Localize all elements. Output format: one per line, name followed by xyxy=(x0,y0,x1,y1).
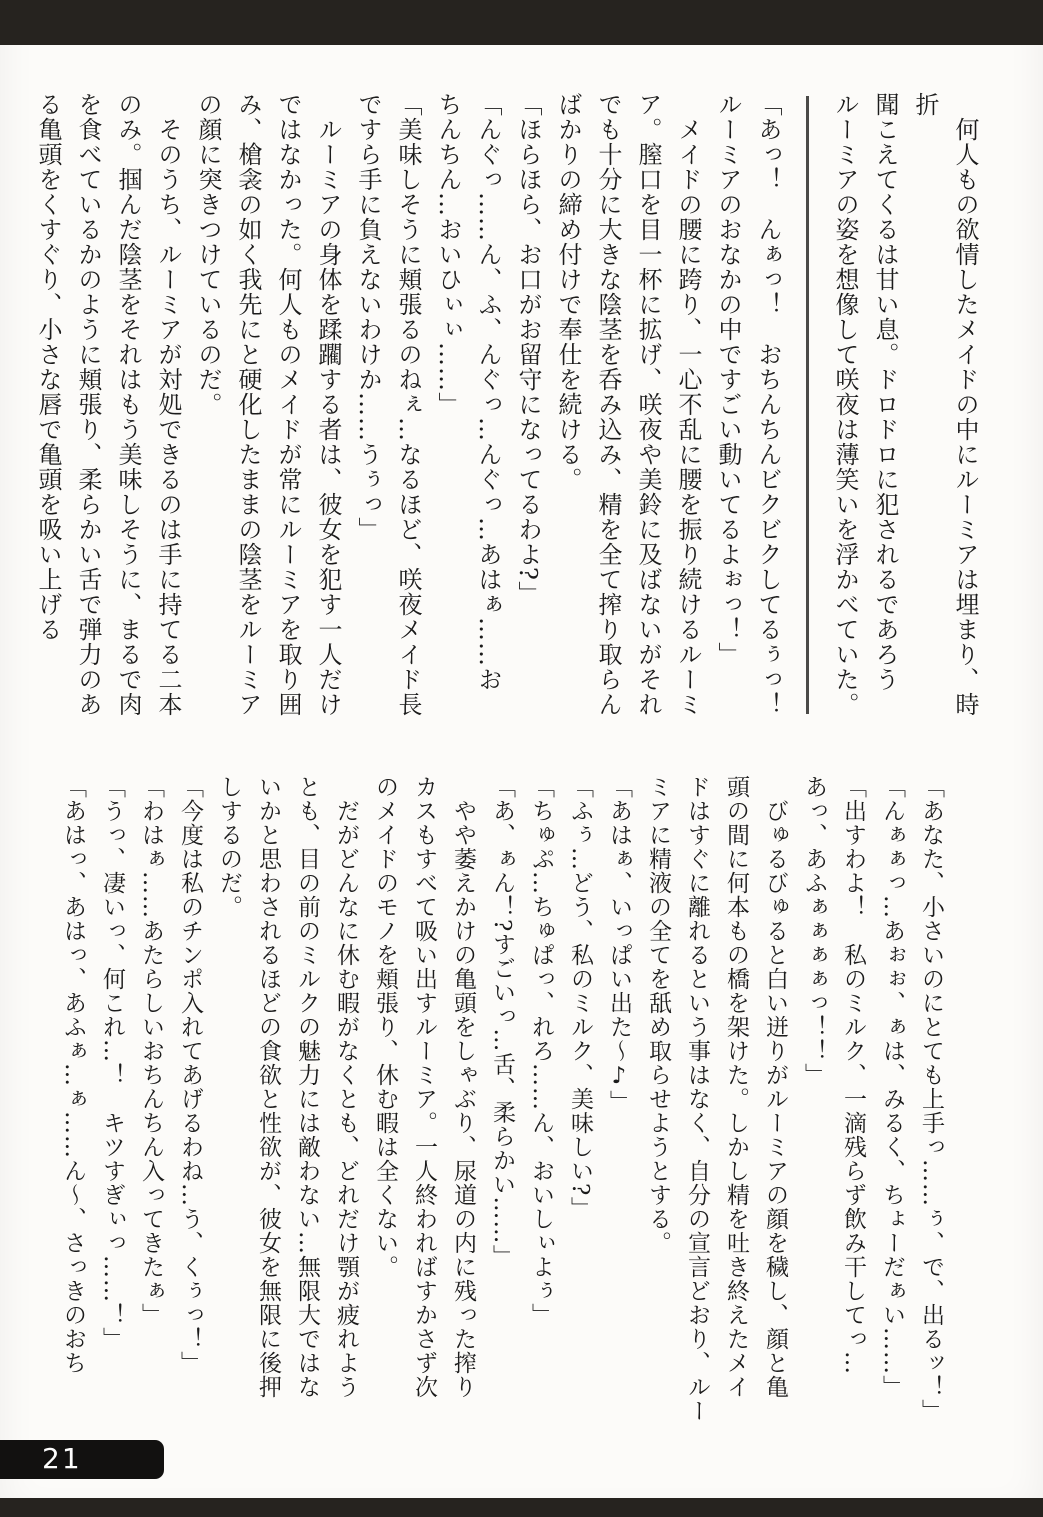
text-column: そのうち、ルーミアが対処できるのは手に持てる二本 xyxy=(154,92,182,717)
text-column: あっ、あふぁぁぁぁっ！！」 xyxy=(801,775,827,1087)
text-column: ドはすぐに離れるという事はなく、自分の宣言どおり、ルー xyxy=(684,775,710,1423)
text-column: のメイドのモノを頬張り、休む暇は全くない。 xyxy=(372,775,398,1279)
text-column: 何人もの欲情したメイドの中にルーミアは埋まり、時折 xyxy=(911,92,979,717)
text-column: とも、目の前のミルクの魅力には敵わない…無限大ではな xyxy=(294,775,320,1399)
text-column: 「ほらほら、お口がお留守になってるわよ?」 xyxy=(514,92,542,606)
text-column: でも十分に大きな陰茎を呑み込み、精を全て搾り取らん xyxy=(594,92,622,717)
text-column: 「あはぁ、いっぱい出た～♪」 xyxy=(606,775,632,1114)
text-column: ばかりの締め付けで奉仕を続ける。 xyxy=(554,92,582,492)
text-column: み、槍衾の如く我先にと硬化したままの陰茎をルーミア xyxy=(234,92,262,717)
bottom-text-block xyxy=(53,775,950,1451)
text-column: しするのだ。 xyxy=(216,775,242,919)
text-column: 「あっ！ んぁっ！ おちんちんビクビクしてるぅっ！ xyxy=(754,92,782,717)
text-column: 聞こえてくるは甘い息。ドロドロに犯されるであろう xyxy=(871,92,899,692)
text-column: いかと思わされるほどの食欲と性欲が、彼女を無限に後押 xyxy=(255,775,281,1399)
text-column: を食べているかのように頬張り、柔らかい舌で弾力のあ xyxy=(74,92,102,717)
text-column: びゅるびゅると白い迸りがルーミアの顔を穢し、顔と亀 xyxy=(762,775,788,1399)
text-column: 「んぐっ……ん、ふ、んぐっ…んぐっ…あはぁ……お xyxy=(474,92,502,692)
page-number: 21 xyxy=(42,1442,82,1475)
section-divider-line xyxy=(806,96,809,714)
text-column: 「今度は私のチンポ入れてあげるわね…う、くぅっ！」 xyxy=(177,775,203,1375)
text-column: 「美味しそうに頬張るのねぇ…なるほど、咲夜メイド長 xyxy=(394,92,422,717)
top-text-block xyxy=(28,92,985,724)
text-column: ミアに精液の全てを舐め取らせようとする。 xyxy=(645,775,671,1255)
text-column: ではなかった。何人ものメイドが常にルーミアを取り囲 xyxy=(274,92,302,717)
text-column: ちんちん…おいひぃぃ……」 xyxy=(434,92,462,417)
text-column: 「んぁぁっ…あぉぉ、ぁは、みるく、ちょーだぁい……」 xyxy=(879,775,905,1399)
text-column: る亀頭をくすぐり、小さな唇で亀頭を吸い上げる xyxy=(34,92,62,642)
page-number-badge xyxy=(0,1440,164,1479)
text-column: 「ちゅぷ…ちゅぱっ、れろ……ん、おいしぃよぅ」 xyxy=(528,775,554,1327)
text-column: メイドの腰に跨り、一心不乱に腰を振り続けるルーミ xyxy=(674,92,702,717)
text-column: だがどんなに休む暇がなくとも、どれだけ顎が疲れよう xyxy=(333,775,359,1399)
text-column: の顔に突きつけているのだ。 xyxy=(194,92,222,417)
text-column: ルーミアのおなかの中ですごい動いてるよぉっ！」 xyxy=(714,92,742,667)
text-column: 「わはぁ……あたらしいおちんちん入ってきたぁ」 xyxy=(138,775,164,1327)
bottom-border-bar xyxy=(0,1498,1043,1517)
text-column: やや萎えかけの亀頭をしゃぶり、尿道の内に残った搾り xyxy=(450,775,476,1399)
text-column: 「あなた、小さいのにとても上手っ……ぅ、で、出るッ！」 xyxy=(918,775,944,1423)
text-column: 「出すわよ！ 私のミルク、一滴残らず飲み干してっ… xyxy=(840,775,866,1375)
text-column: ルーミアの身体を蹂躙する者は、彼女を犯す一人だけ xyxy=(314,92,342,717)
text-column: 「あはっ、あはっ、あふぁ…ぁ……ん～、さっきのおち xyxy=(60,775,86,1375)
text-column: 「うっ、凄いっ、何これ…！ キツすぎぃっ……！」 xyxy=(99,775,125,1351)
text-column: 「ふぅ…どう、私のミルク、美味しい?」 xyxy=(567,775,593,1221)
text-column: カスもすべて吸い出すルーミア。一人終わればすかさず次 xyxy=(411,775,437,1399)
text-column: 「あ、ぁん！?すごいっ…舌、柔らかい……」 xyxy=(489,775,515,1269)
text-column: ですら手に負えないわけか……うぅっ」 xyxy=(354,92,382,542)
top-border-bar xyxy=(0,0,1043,45)
text-column: 頭の間に何本もの橋を架けた。しかし精を吐き終えたメイ xyxy=(723,775,749,1399)
text-column: ルーミアの姿を想像して咲夜は薄笑いを浮かべていた。 xyxy=(831,92,859,717)
text-column: のみ。掴んだ陰茎をそれはもう美味しそうに、まるで肉 xyxy=(114,92,142,717)
text-column: ア。膣口を目一杯に拡げ、咲夜や美鈴に及ばないがそれ xyxy=(634,92,662,717)
